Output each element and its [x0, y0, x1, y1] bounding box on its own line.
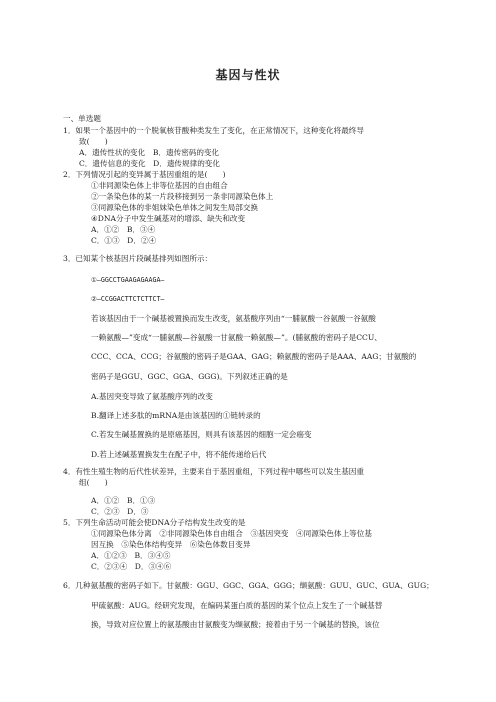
- q1-options-ab: A．遗传性状的变化 B．遗传密码的变化: [79, 148, 220, 157]
- q4-options-cd: C．②③ D．③: [91, 507, 149, 516]
- q5-options-ab: A．①②③ B．③④⑤: [91, 551, 171, 560]
- q2-stem: 2．下列情况引起的变异属于基因重组的是( ): [63, 170, 226, 179]
- q5-items-line-1: ①同源染色体分离 ②非同源染色体自由组合 ③基因突变 ④同源染色体上等位基: [91, 529, 372, 538]
- q6-line-2: 甲硫氨酸：AUG。经研究发现，在编码某蛋白质的基因的某个位点上发生了一个碱基替: [91, 601, 383, 610]
- q4-options-ab: A．①② B．①③: [91, 496, 156, 505]
- q3-strand-1: ①—GGCCTGAAGAGAAGA—: [91, 276, 165, 284]
- q3-option-d: D.若上述碱基置换发生在配子中，将不能传递给后代: [91, 450, 267, 459]
- q2-item-1: ①非同源染色体上非等位基因的自由组合: [91, 181, 228, 190]
- q3-paragraph-line-3: CCC、CCA、CCG；谷氨酸的密码子是GAA、GAG；赖氨酸的密码子是AAA、AAG；甘氨酸的: [91, 352, 417, 361]
- q6-line-3: 换，导致对应位置上的氨基酸由甘氨酸变为缬氨酸；接着由于另一个碱基的替换，该位: [91, 620, 380, 629]
- page-title: 基因与性状: [215, 68, 281, 82]
- q5-options-cd: C．②③④ D．③④⑥: [91, 562, 172, 571]
- q3-paragraph-line-4: 密码子是GGU、GGC、GGA、GGG)。下列叙述正确的是: [91, 372, 288, 381]
- q5-stem: 5．下列生命活动可能会使DNA分子结构发生改变的是: [63, 518, 246, 527]
- q1-stem-line-2: 致( ): [79, 137, 108, 146]
- q2-item-3: ③同源染色体的非姐妹染色单体之间发生局部交换: [91, 203, 259, 212]
- q3-option-c: C.若发生碱基置换的是原癌基因，则具有该基因的细胞一定会癌变: [91, 430, 312, 439]
- q2-options-ab: A．①② B．③④: [91, 225, 156, 234]
- q1-stem-line-1: 1．如果一个基因中的一个脱氧核苷酸种类发生了变化，在正常情况下，这种变化将最终导: [63, 126, 364, 135]
- q6-line-1: 6．几种氨基酸的密码子如下。甘氨酸：GGU、GGC、GGA、GGG；缬氨酸：GUU、GUC、GUA、GUG；: [63, 581, 434, 590]
- q1-options-cd: C．遗传信息的变化 D．遗传规律的变化: [79, 159, 220, 168]
- q3-option-b: B.翻译上述多肽的mRNA是由该基因的①链转录的: [91, 411, 261, 420]
- q3-stem: 3．已知某个核基因片段碱基排列如图所示：: [63, 254, 213, 263]
- q5-items-line-2: 因互换 ⑤染色体结构变异 ⑥染色体数目变异: [91, 540, 251, 549]
- q3-option-a: A.基因突变导致了氨基酸序列的改变: [91, 392, 213, 401]
- q4-stem-line-2: 组( ): [79, 478, 108, 487]
- q3-strand-2: ②—CCGGACTTCTCTTCT—: [91, 295, 165, 303]
- q3-paragraph-line-2: 一赖氨酸—”变成“一脯氨酸—谷氨酸一甘氨酸一赖氨酸—”。(脯氨酸的密码子是CCU、: [91, 333, 382, 342]
- q2-item-4: ④DNA分子中发生碱基对的增添、缺失和改变: [91, 214, 246, 223]
- q4-stem-line-1: 4．有性生殖生物的后代性状差异，主要来自于基因重组，下列过程中哪些可以发生基因重: [63, 467, 364, 476]
- q2-options-cd: C．①③ D．②④: [91, 236, 157, 245]
- section-heading: 一、单选题: [63, 114, 101, 123]
- q2-item-2: ②一条染色体的某一片段移接到另一条非同源染色体上: [91, 192, 274, 201]
- q3-paragraph-line-1: 若该基因由于一个碱基被置换而发生改变，氨基酸序列由“一脯氨酸一谷氨酸一谷氨酸: [91, 314, 376, 323]
